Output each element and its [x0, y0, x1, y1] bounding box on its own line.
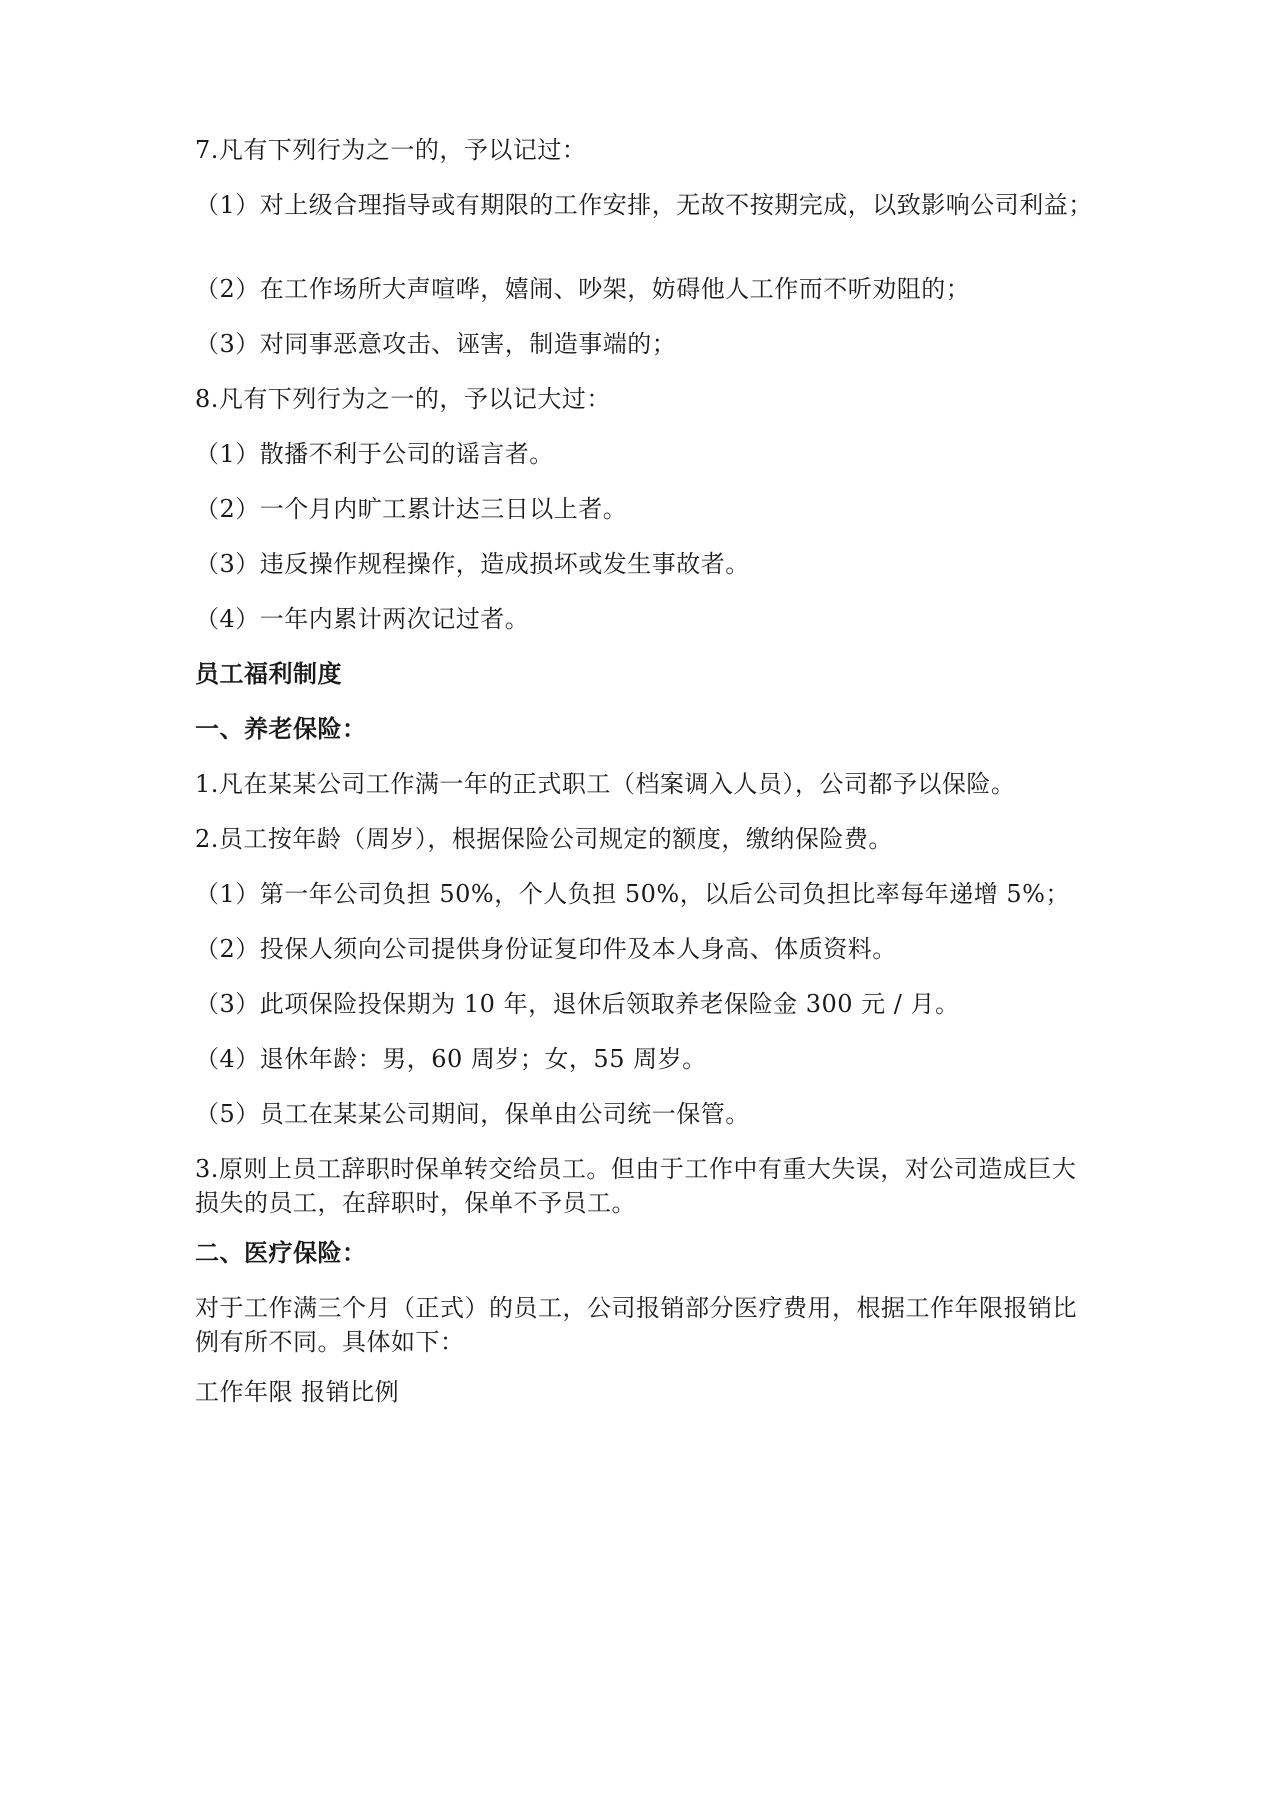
pension-paragraph-1: 1.凡在某某公司工作满一年的正式职工（档案调入人员），公司都予以保险。	[195, 770, 1016, 798]
section-8-item-4: （4）一年内累计两次记过者。	[195, 605, 530, 633]
section-7-item-1: （1）对上级合理指导或有期限的工作安排，无故不按期完成，以致影响公司利益；	[195, 191, 1093, 219]
section-7-item-2: （2）在工作场所大声喧哗，嬉闹、吵架，妨碍他人工作而不听劝阻的；	[195, 275, 971, 303]
pension-item-2: （2）投保人须向公司提供身份证复印件及本人身高、体质资料。	[195, 935, 897, 963]
pension-paragraph-3: 3.原则上员工辞职时保单转交给员工。但由于工作中有重大失误，对公司造成巨大损失的员工，在辞职时，保单不予员工。	[195, 1155, 1077, 1217]
medical-paragraph-1: 对于工作满三个月（正式）的员工，公司报销部分医疗费用，根据工作年限报销比例有所不同。具体如下：	[195, 1294, 1077, 1356]
section-8-item-2: （2）一个月内旷工累计达三日以上者。	[195, 495, 628, 523]
pension-paragraph-2: 2.员工按年龄（周岁），根据保险公司规定的额度，缴纳保险费。	[195, 825, 893, 853]
welfare-title: 员工福利制度	[195, 660, 342, 688]
pension-item-1: （1）第一年公司负担 50%，个人负担 50%，以后公司负担比率每年递增 5%；	[195, 880, 1070, 908]
section-7-item-3: （3）对同事恶意攻击、诬害，制造事端的；	[195, 330, 677, 358]
pension-item-5: （5）员工在某某公司期间，保单由公司统一保管。	[195, 1100, 750, 1128]
medical-heading: 二、医疗保险：	[195, 1239, 367, 1267]
section-8-item-3: （3）违反操作规程操作，造成损坏或发生事故者。	[195, 550, 750, 578]
pension-item-4: （4）退休年龄：男，60 周岁；女，55 周岁。	[195, 1045, 707, 1073]
section-7-title: 7.凡有下列行为之一的，予以记过：	[195, 136, 587, 164]
pension-item-3: （3）此项保险投保期为 10 年，退休后领取养老保险金 300 元 / 月。	[195, 990, 960, 1018]
pension-heading: 一、养老保险：	[195, 715, 367, 743]
section-8-title: 8.凡有下列行为之一的，予以记大过：	[195, 385, 611, 413]
section-8-item-1: （1）散播不利于公司的谣言者。	[195, 440, 554, 468]
medical-table-header: 工作年限 报销比例	[195, 1378, 400, 1406]
